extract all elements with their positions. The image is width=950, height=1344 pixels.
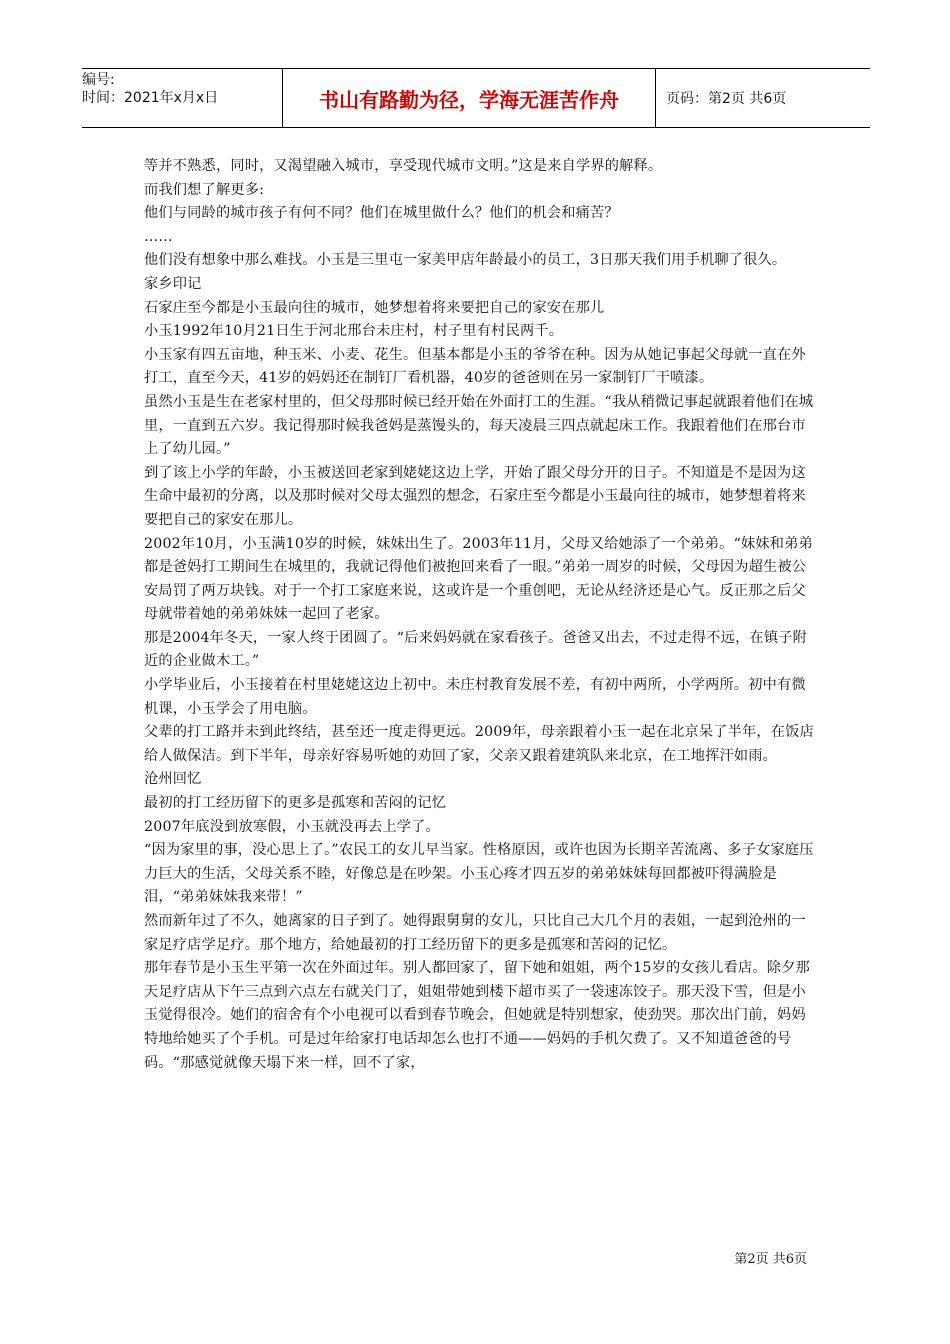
paragraph: 等并不熟悉，同时，又渴望融入城市，享受现代城市文明。”这是来自学界的解释。 — [144, 158, 663, 174]
document-date-label: 时间：2021年x月x日 — [82, 90, 219, 106]
header-page-number: 页码：第2页 共6页 — [666, 91, 787, 107]
section-heading: 家乡印记 — [144, 275, 202, 292]
paragraph: 到了该上小学的年龄，小玉被送回老家到姥姥这边上学，开始了跟父母分开的日子。不知道是不是因为这生命中最初的分离，以及那时候对父母太强烈的想念，石家庄至今都是小玉最向往的城市，她梦想着将来要把自己的家安在那儿。 — [144, 464, 806, 528]
paragraph: 他们与同龄的城市孩子有何不同？他们在城里做什么？他们的机会和痛苦？ — [144, 205, 619, 222]
paragraph: 2002年10月，小玉满10岁的时候，妹妹出生了。2003年11月，父母又给她添了一个弟弟。“妹妹和弟弟都是爸妈打工期间生在城里的，我就记得他们被抱回来看了一眼。”弟弟一周岁的时候，父母因为超生被公安局罚了两万块钱。对于一个打工家庭来说，这或许是一个重创吧，无论从经济还是心气。反正那之后父母就带着她的弟弟妹妹一起回了老家。 — [144, 535, 813, 623]
paragraph: 小学毕业后，小玉接着在村里姥姥这边上初中。未庄村教育发展不差，有初中两所，小学两所。初中有微机课，小玉学会了用电脑。 — [144, 677, 806, 717]
paragraph: 然而新年过了不久，她离家的日子到了。她得跟舅舅的女儿，只比自己大几个月的表姐，一起到沧州的一家足疗店学足疗。那个地方，给她最初的打工经历留下的更多是孤寒和苦闷的记忆。 — [144, 913, 806, 953]
page-header — [82, 68, 870, 128]
paragraph: 小玉家有四五亩地，种玉米、小麦、花生。但基本都是小玉的爷爷在种。因为从她记事起父母就一直在外打工，直至今天，41岁的妈妈还在制钉厂看机器，40岁的爸爸则在另一家制钉厂干喷漆。 — [144, 346, 806, 387]
paragraph: 小玉1992年10月21日生于河北邢台未庄村，村子里有村民两千。 — [144, 323, 564, 340]
paragraph: 他们没有想象中那么难找。小玉是三里屯一家美甲店年龄最小的员工，3日那天我们用手机聊了很久。 — [144, 252, 787, 269]
document-number-label: 编号: — [82, 72, 115, 88]
paragraph: “因为家里的事，没心思上了。”农民工的女儿早当家。性格原因，或许也因为长期辛苦流离、多子女家庭压力巨大的生活，父母关系不睦，好像总是在吵架。小玉心疼才四五岁的弟弟妹妹每回都被吓得满脸是泪，“弟弟妹妹我来带！” — [144, 842, 814, 906]
paragraph: 2007年底没到放寒假，小玉就没再去上学了。 — [144, 818, 440, 835]
document-body — [144, 155, 820, 1075]
paragraph: 石家庄至今都是小玉最向往的城市，她梦想着将来要把自己的家安在那儿 — [144, 299, 605, 316]
paragraph: 虽然小玉是生在老家村里的，但父母那时候已经开始在外面打工的生涯。“我从稍微记事起就跟着他们在城里，一直到五六岁。我记得那时候我爸妈是蒸馒头的，每天凌晨三四点就起床工作。我跟着他们在邢台市上了幼儿园。” — [144, 393, 814, 458]
paragraph: …… — [144, 228, 173, 245]
paragraph: 那是2004年冬天，一家人终于团圆了。“后来妈妈就在家看孩子。爸爸又出去，不过走得不远，在镇子附近的企业做木工。” — [144, 629, 808, 670]
footer-page-number: 第2页 共6页 — [734, 1252, 807, 1267]
header-meta — [82, 69, 283, 127]
paragraph: 最初的打工经历留下的更多是孤寒和苦闷的记忆 — [144, 795, 447, 812]
paragraph: 那年春节是小玉生平第一次在外面过年。别人都回家了，留下她和姐姐，两个15岁的女孩儿看店。除夕那天足疗店从下午三点到六点左右就关门了，姐姐带她到楼下超市买了一袋速冻饺子。那天没下雪，但是小玉觉得很冷。她们的宿舍有个小电视可以看到春节晚会，但她就是特别想家，使劲哭。那次出门前，妈妈特地给她买了个手机。可是过年给家打电话却怎么也打不通——妈妈的手机欠费了。又不知道爸爸的号码。“那感觉就像天塌下来一样，回不了家， — [144, 960, 810, 1071]
paragraph: 父辈的打工路并未到此终结，甚至还一度走得更远。2009年，母亲跟着小玉一起在北京呆了半年，在饭店给人做保洁。到下半年，母亲好容易听她的劝回了家，父亲又跟着建筑队来北京，在工地挥汗如雨。 — [144, 724, 814, 764]
paragraph: 而我们想了解更多: — [144, 181, 265, 198]
section-heading: 沧州回忆 — [144, 771, 202, 788]
header-motto: 书山有路勤为径，学海无涯苦作舟 — [283, 69, 656, 127]
